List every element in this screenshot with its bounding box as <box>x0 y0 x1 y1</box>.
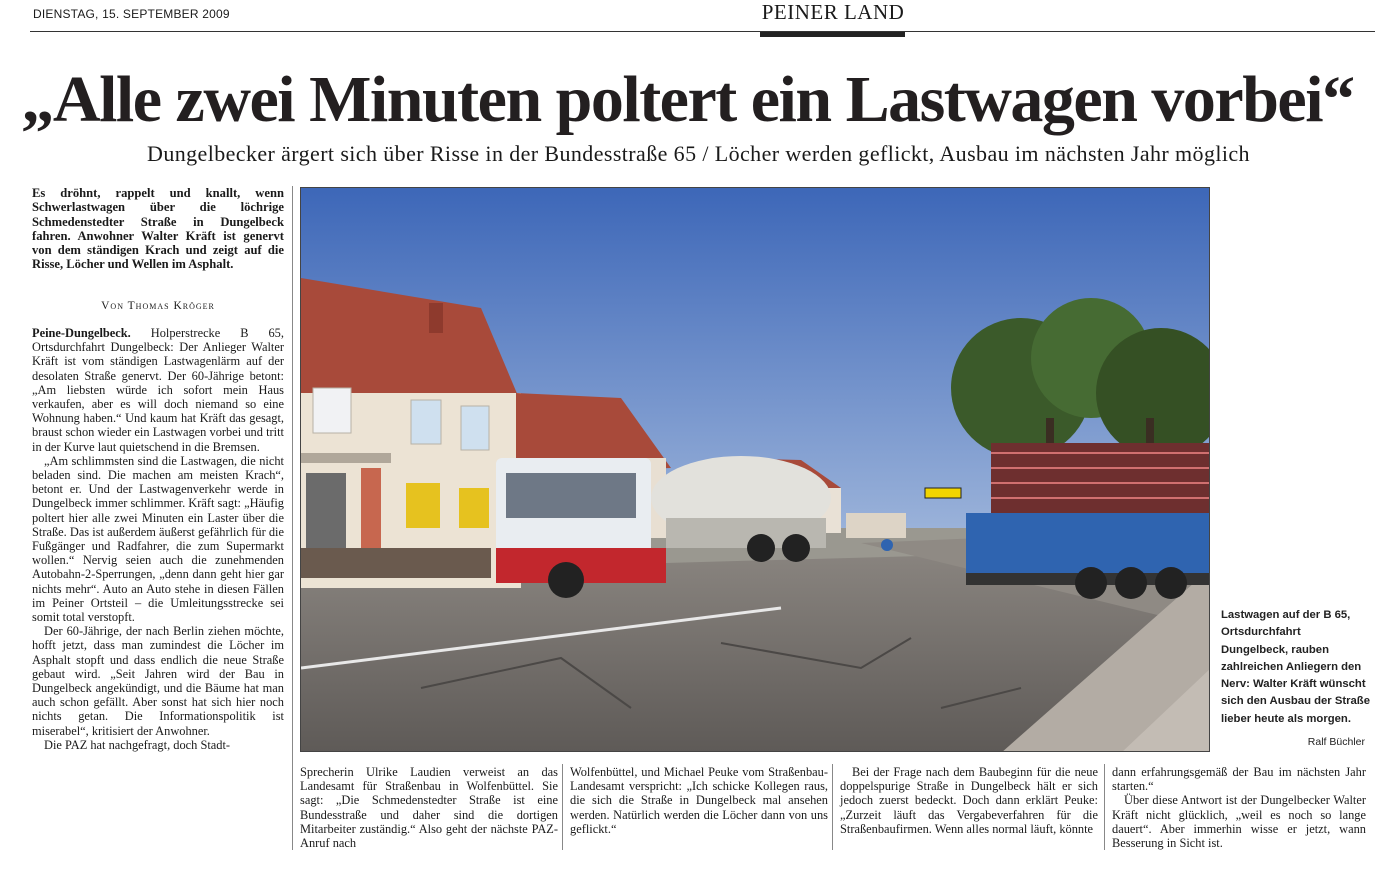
article-column-1 <box>32 326 284 752</box>
flatbed-trailer <box>966 513 1210 573</box>
section-bar <box>760 32 905 37</box>
paragraph: Wolfenbüttel, und Michael Peuke vom Straßenbau-Landesamt verspricht: „Ich schicke Kollegen raus, die sich die Straße in Dungelbeck mal ansehen werden. Natürlich werden die Löcher dann von uns geflickt.“ <box>570 765 828 836</box>
paragraph: Die PAZ hat nachgefragt, doch Stadt- <box>44 737 231 752</box>
article-column-5 <box>1112 765 1366 850</box>
photo-credit: Ralf Büchler <box>1307 736 1365 748</box>
article-lead: Es dröhnt, rappelt und knallt, wenn Schwerlastwagen über die löchrige Schmedenstedter Straße in Dungelbeck fahren. Anwohner Walter Kräft ist genervt von dem ständigen Krach und zeigt auf die Risse, Löcher und Wellen im Asphalt. <box>32 186 284 272</box>
paragraph: Über diese Antwort ist der Dungelbecker Walter Kräft nicht glücklich, „weil es noch so lange dauert“. Aber immerhin wisse er jetzt, wann Besserung in Sicht ist. <box>1112 793 1366 851</box>
paragraph: Der 60-Jährige, der nach Berlin ziehen möchte, hofft jetzt, dass man zumindest die Löcher im Asphalt stopft und dass endlich die neue Straße gebaut wird. „Seit Jahren wird der Bau in Dungelbeck angekündigt, und die Bäume hat man auch schon gefällt. Aber sonst hat sich hier noch nichts getan. Die Informationspolitik ist miserabel“, kritisiert der Anwohner. <box>32 624 284 738</box>
photo-caption: Lastwagen auf der B 65, Ortsdurchfahrt Dungelbeck, rauben zahlreichen Anliegern den Nerv: Walter Kräft wünscht sich den Ausbau der Straße lieber heute als morgen. <box>1221 609 1370 725</box>
header-rule <box>30 31 1375 32</box>
article-column-2 <box>300 765 558 850</box>
column-rule <box>1104 764 1105 850</box>
edition-date: DIENSTAG, 15. SEPTEMBER 2009 <box>33 7 230 21</box>
dateline: Peine-Dungelbeck. <box>32 326 131 340</box>
truck-street-photo <box>301 188 1210 752</box>
headline: „Alle zwei Minuten poltert ein Lastwagen vorbei“ <box>21 63 1354 136</box>
paragraph: dann erfahrungsgemäß der Bau im nächsten Jahr starten.“ <box>1112 765 1366 794</box>
subheadline: Dungelbecker ärgert sich über Risse in der Bundesstraße 65 / Löcher werden geflickt, Ausbau im nächsten Jahr möglich <box>147 141 1250 166</box>
article-photo <box>300 187 1210 752</box>
paragraph: Sprecherin Ulrike Laudien verweist an das Landesamt für Straßenbau in Wolfenbüttel. Sie sagt: „Die Schmedenstedter Straße ist eine Bundesstraße und daher sind die dortigen Mitarbeiter zuständig.“ Also geht der nächste PAZ-Anruf nach <box>300 765 558 851</box>
paragraph: Bei der Frage nach dem Baubeginn für die neue doppelspurige Straße in Dungelbeck hält er sich jedoch zuerst bedeckt. Doch dann erklärt Peuke: „Zurzeit läuft das Vergabeverfahren für die Straßenbaufirmen. Wenn alles normal läuft, könnte <box>840 765 1098 836</box>
paragraph-text: Holperstrecke B 65, Ortsdurchfahrt Dungelbeck: Der Anlieger Walter Kräft ist vom ständigen Lastwagenlärm auf der desolaten Straße genervt. Der 60-Jährige betont: „Am liebsten würde ich sofort mein Haus verkaufen, aber es will doch niemand so eine Wohnung haben.“ Und kaum hat Kräft das gesagt, braust schon wieder ein Lastwagen vorbei und tritt in der Kurve laut quietschend in die Bremsen. <box>32 326 284 454</box>
byline: Von Thomas Kröger <box>101 300 215 312</box>
article-column-3 <box>570 765 828 836</box>
section-title: PEINER LAND <box>761 0 905 24</box>
column-rule <box>562 764 563 850</box>
article-column-4 <box>840 765 1098 836</box>
column-rule <box>292 186 293 850</box>
column-rule <box>832 764 833 850</box>
paragraph <box>32 326 284 454</box>
paragraph: „Am schlimmsten sind die Lastwagen, die nicht beladen sind. Die machen am meisten Krach“, betont er. Und der Lastwagenverkehr werde in Dungelbeck immer schlimmer. Kräft sagt: „Häufig poltert hier alle zwei Minuten ein Laster über die Straße. Das ist außerdem äußerst gefährlich für die Fußgänger und Radfahrer, die zum Supermarkt wollen.“ Nervig seien auch die zunehmenden Autobahn-2-Sperrungen, „denn dann geht hier gar nichts mehr“. Auto an Auto stehe in diesen Fällen im Peiner Ortsteil – die Umleitungsstrecke sei somit total verstopft. <box>32 453 284 625</box>
